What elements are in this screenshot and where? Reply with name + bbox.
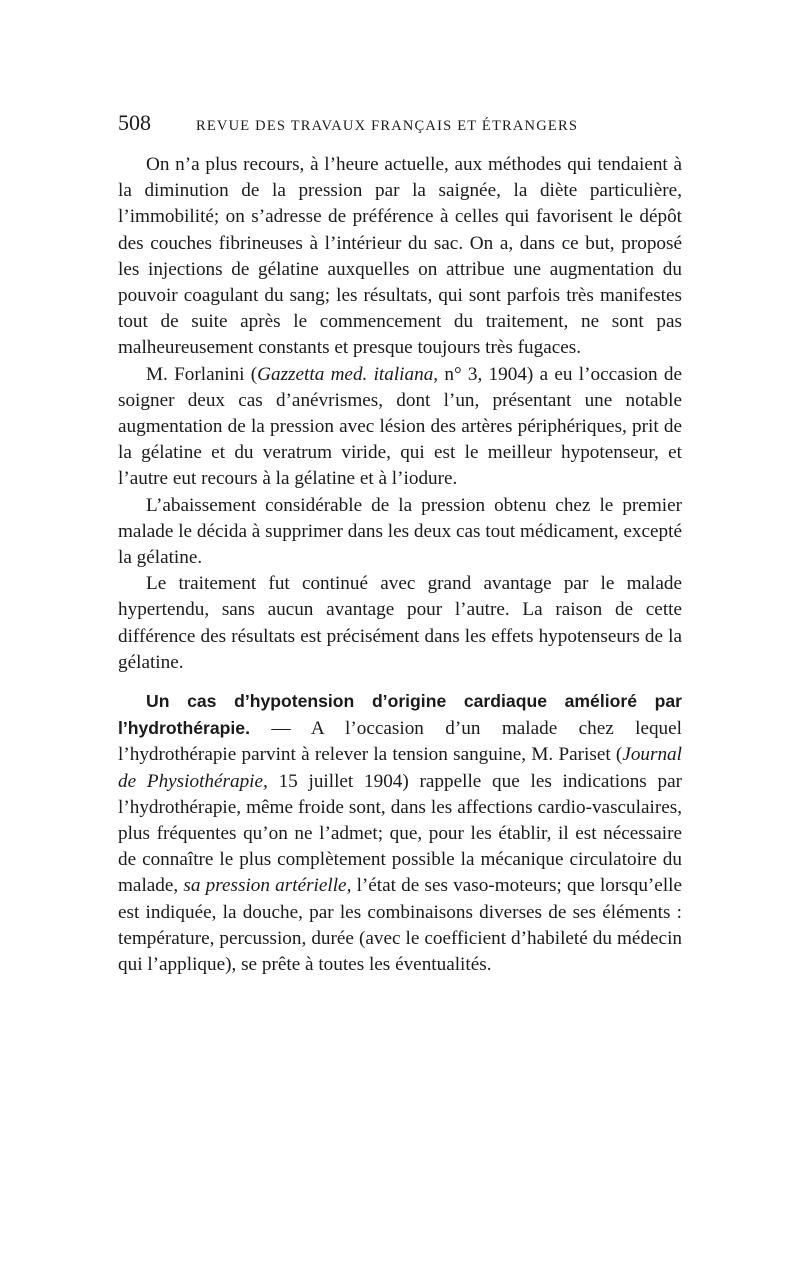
citation-journal: Journal de Physiothérapie, [118, 744, 682, 792]
section-heading: Un cas d’hypotension d’origine cardiaque amélioré par l’hydrothérapie. [118, 691, 682, 739]
section-paragraph [118, 688, 682, 978]
page-number: 508 [118, 110, 151, 135]
citation-gazzetta: Gazzetta med. italiana, [257, 363, 439, 385]
paragraph-4: Le traitement fut continué avec grand avantage par le malade hypertendu, sans aucun avantage pour l’autre. La raison de cette différence des résultats est précisément dans les effets hypotenseurs de la gélatine. [118, 573, 682, 673]
running-title: REVUE DES TRAVAUX FRANÇAIS ET ÉTRANGERS [196, 118, 579, 134]
section-text-c: l’état de ses vaso-moteurs; que lorsqu’elle est indiquée, la douche, par les combinaisons diverses de ses éléments : température, percussion, durée (avec le coefficient d’habileté du médecin qui l’applique), se prête à toutes les éventualités. [118, 875, 682, 976]
paragraph-2 [118, 362, 682, 493]
section-text-a: — A l’occasion d’un malade chez lequel l’hydrothérapie parvint à relever la tension sanguine, M. Pariset ( [118, 718, 682, 766]
emphasis-pression: sa pression artérielle, [183, 875, 352, 897]
paragraph-3: L’abaissement considérable de la pression obtenu chez le premier malade le décida à supprimer dans les deux cas tout médicament, excepté la gélatine. [118, 494, 682, 569]
page [118, 110, 682, 978]
paragraph-2-text-a: M. Forlanini ( [146, 363, 258, 385]
section-gap [118, 676, 682, 688]
paragraph-1: On n’a plus recours, à l’heure actuelle, aux méthodes qui tendaient à la diminution de la pression par la saignée, la diète particulière, l’immobilité; on s’adresse de préférence à celles qui favorisent le dépôt des couches fibrineuses à l’intérieur du sac. On a, dans ce but, proposé les injections de gélatine auxquelles on attribue une augmentation du pouvoir coagulant du sang; les résultats, qui sont parfois très manifestes tout de suite après le commencement du traitement, ne sont pas malheureusement constants et presque toujours très fugaces. [118, 154, 682, 359]
paragraph-2-text-b: n° 3, 1904) a eu l’occasion de soigner deux cas d’anévrismes, dont l’un, présentant une notable augmentation de la pression avec lésion des artères périphériques, prit de la gélatine et du veratrum viride, qui est le meilleur hypotenseur, et l’autre eut recours à la gélatine et à l’iodure. [118, 363, 682, 490]
running-head [118, 110, 682, 144]
section-text-b: 15 juillet 1904) rappelle que les indications par l’hydrothérapie, même froide sont, dans les affections cardio-vasculaires, plus fréquentes qu’on ne l’admet; que, pour les établir, il est nécessaire de connaître le plus complètement possible la mécanique circulatoire du malade, [118, 770, 682, 897]
